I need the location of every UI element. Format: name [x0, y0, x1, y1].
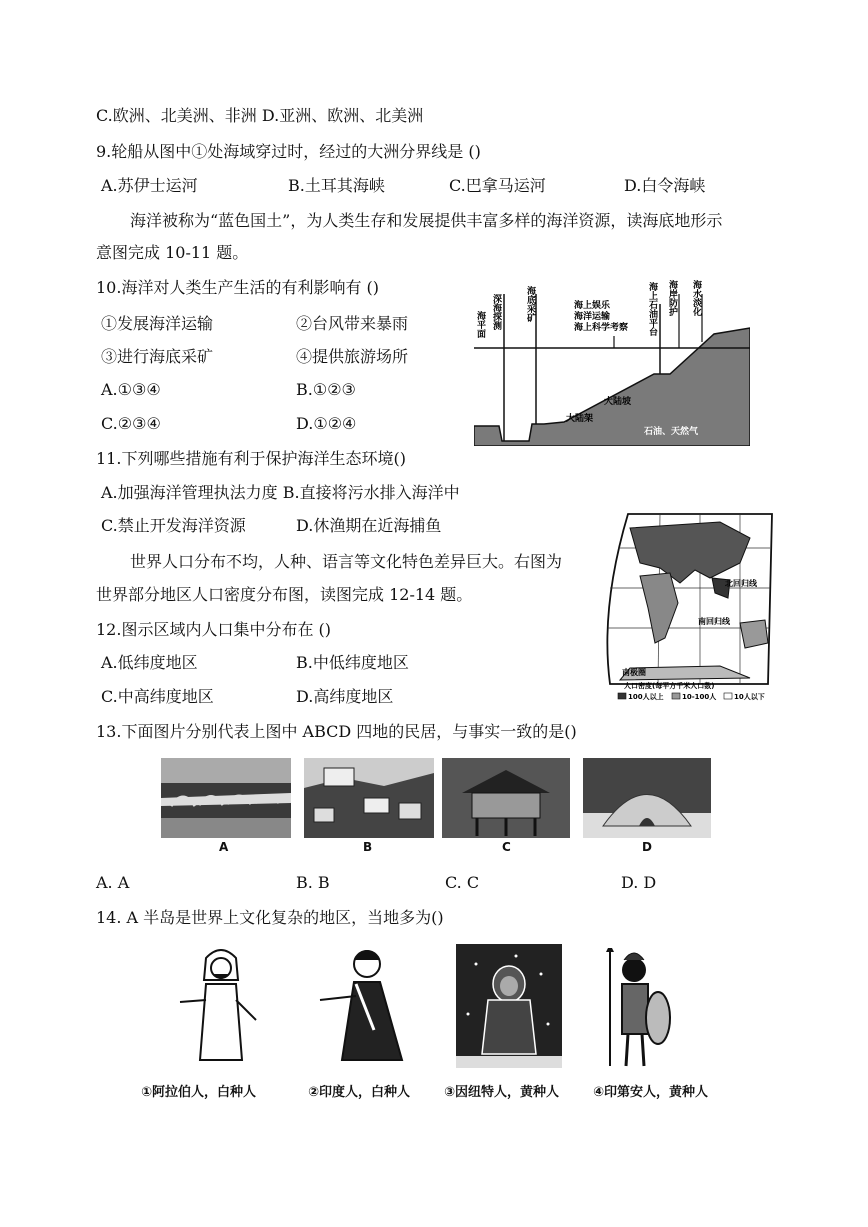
q9-stem: 9.轮船从图中①处海域穿过时，经过的大洲分界线是 () — [96, 142, 481, 161]
q10-stem: 10.海洋对人类生产生活的有利影响有 () — [96, 278, 380, 297]
label-coast-protection: 海岸防护 — [667, 280, 677, 316]
label-entertainment: 海上娱乐 — [574, 301, 611, 311]
legend-title: 人口密度(每平方千米人口数) — [624, 682, 715, 690]
q11-option-c: C.禁止开发海洋资源 — [101, 516, 246, 535]
photo-b-hillside-town — [304, 758, 434, 838]
q10-item-1: ①发展海洋运输 — [101, 314, 214, 333]
q12-option-d: D.高纬度地区 — [296, 687, 394, 706]
seafloor-figure — [474, 276, 750, 446]
q10-item-2: ②台风带来暴雨 — [296, 314, 409, 333]
label-ocean-basin: 海盆 — [506, 429, 525, 439]
q13-option-b: B. B — [296, 873, 330, 892]
q13-option-a: A. A — [96, 873, 130, 892]
q11-option-d: D.休渔期在近海捕鱼 — [296, 516, 442, 535]
q9-option-d: D.白令海峡 — [624, 176, 706, 195]
figure-arab-man — [176, 940, 266, 1072]
intro-12-14-line1: 世界人口分布不均，人种、语言等文化特色差异巨大。右图为 — [130, 552, 563, 571]
caption-4: ④印第安人，黄种人 — [593, 1085, 709, 1100]
figure-inuit — [456, 944, 562, 1068]
label-science: 海上科学考察 — [574, 323, 629, 333]
q10-item-3: ③进行海底采矿 — [101, 347, 214, 366]
label-oil-gas: 石油、天然气 — [644, 427, 699, 437]
q11-option-ab: A.加强海洋管理执法力度 B.直接将污水排入海洋中 — [101, 483, 460, 502]
figure-indian-woman — [312, 940, 412, 1072]
label-desalination: 海水淡化 — [691, 280, 701, 316]
label-continental-slope: 大陆坡 — [604, 397, 632, 407]
caption-1: ①阿拉伯人，白种人 — [141, 1085, 257, 1100]
q12-option-b: B.中低纬度地区 — [296, 653, 409, 672]
q14-stem: 14. A 半岛是世界上文化复杂的地区，当地多为() — [96, 908, 444, 927]
label-deep-sea-exploration: 深海探测 — [491, 294, 501, 330]
legend-item-low: 10人以下 — [734, 693, 765, 701]
caption-2: ②印度人，白种人 — [308, 1085, 411, 1100]
label-trench: 海沟 — [483, 386, 493, 404]
legend-item-high: 100人以上 — [628, 693, 664, 701]
q10-option-b: B.①②③ — [296, 380, 356, 399]
australia-shape — [740, 620, 768, 648]
legend-item-mid: 10-100人 — [682, 693, 717, 701]
label-tropic-capricorn: 南回归线 — [698, 617, 730, 626]
q10-option-d: D.①②④ — [296, 414, 357, 433]
photo-label-b: B — [363, 840, 373, 854]
q10-option-c: C.②③④ — [101, 414, 161, 433]
q12-option-a: A.低纬度地区 — [101, 653, 198, 672]
label-antarctic-circle: 南极圈 — [622, 668, 646, 677]
label-continental-shelf: 大陆架 — [566, 414, 594, 424]
label-oil-platform: 海上石油平台 — [647, 282, 657, 336]
photo-label-c: C — [502, 840, 511, 854]
photo-d-igloo — [583, 758, 711, 838]
label-seabed-mining: 海底采矿 — [525, 286, 535, 322]
q8-options-cd: C.欧洲、北美洲、非洲 D.亚洲、欧洲、北美洲 — [96, 106, 424, 125]
q13-option-d: D. D — [621, 873, 657, 892]
q12-stem: 12.图示区域内人口集中分布在 () — [96, 620, 332, 639]
label-tropic-cancer: 北回归线 — [725, 579, 757, 588]
q11-stem: 11.下列哪些措施有利于保护海洋生态环境() — [96, 449, 406, 468]
intro-10-11-line2: 意图完成 10-11 题。 — [96, 243, 249, 262]
intro-12-14-line2: 世界部分地区人口密度分布图，读图完成 12-14 题。 — [96, 585, 473, 604]
photo-c-stilt-house — [442, 758, 570, 838]
label-sea-level: 海平面 — [475, 311, 485, 338]
intro-10-11-line1: 海洋被称为“蓝色国土”，为人类生存和发展提供丰富多样的海洋资源，读海底地形示 — [130, 211, 723, 230]
q13-stem: 13.下面图片分别代表上图中 ABCD 四地的民居，与事实一致的是() — [96, 722, 577, 741]
figure-american-indian — [600, 948, 674, 1070]
caption-3: ③因纽特人，黄种人 — [444, 1085, 560, 1100]
q9-option-c: C.巴拿马运河 — [449, 176, 546, 195]
q12-option-c: C.中高纬度地区 — [101, 687, 214, 706]
q10-option-a: A.①③④ — [101, 380, 161, 399]
photo-label-a: A — [219, 840, 229, 854]
label-transport: 海洋运输 — [574, 312, 611, 322]
photo-label-d: D — [642, 840, 652, 854]
photo-a-bridge — [161, 758, 291, 838]
q10-item-4: ④提供旅游场所 — [296, 347, 409, 366]
q9-option-a: A.苏伊士运河 — [101, 176, 198, 195]
q9-option-b: B.土耳其海峡 — [288, 176, 385, 195]
population-density-map — [600, 508, 782, 704]
q13-option-c: C. C — [445, 873, 480, 892]
